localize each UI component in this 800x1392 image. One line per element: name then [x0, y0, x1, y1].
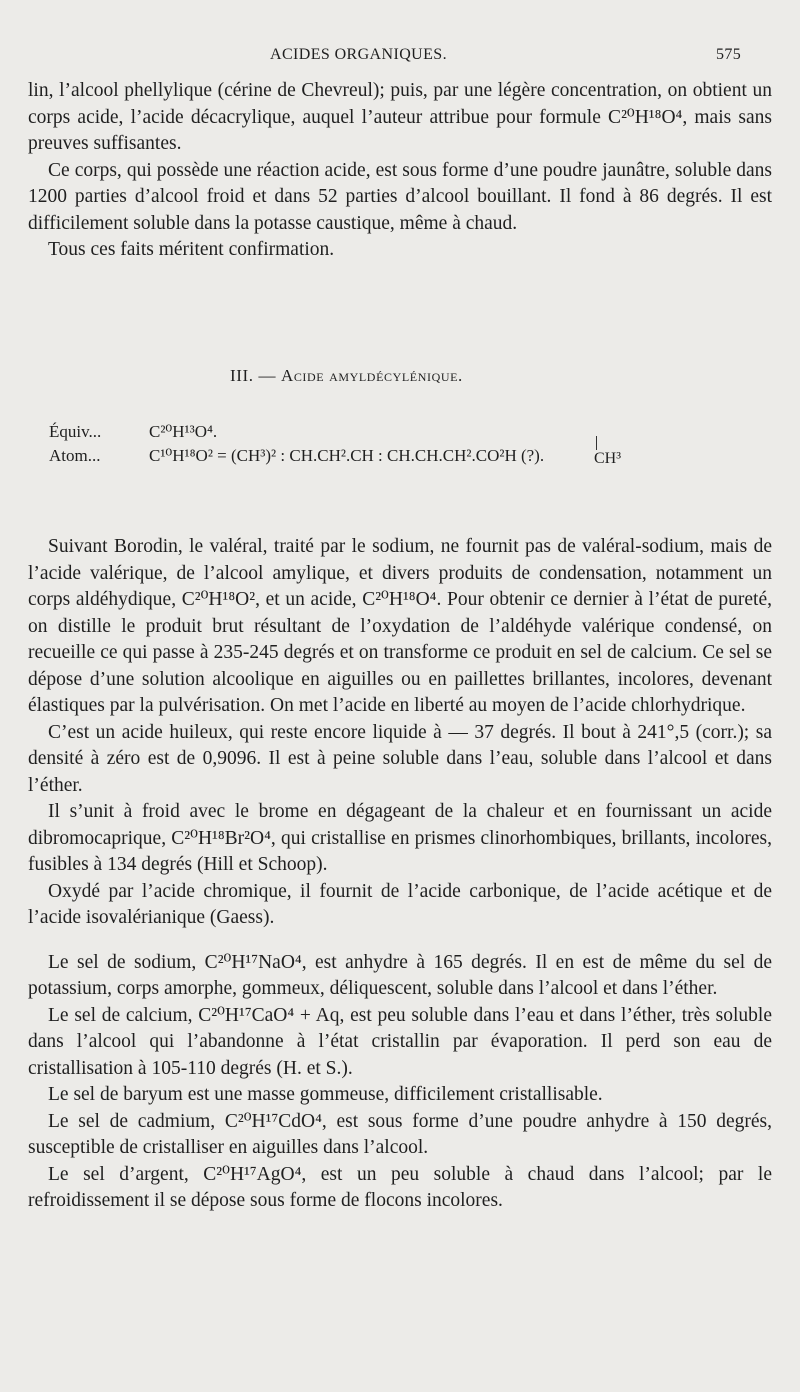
formula-label: Équiv...: [49, 422, 102, 441]
section-heading: [230, 366, 463, 386]
paragraph: lin, l’alcool phellylique (cérine de Chevreul); puis, par une légère concentration, on obtient un corps acide, l’acide décacrylique, auquel l’auteur attribue pour formule C²⁰H¹⁸O⁴, mais sans preuves suffisantes.: [28, 80, 772, 154]
bond-line: [596, 436, 597, 450]
paragraph: Ce corps, qui possède une réaction acide, est sous forme d’une poudre jaunâtre, soluble dans 1200 parties d’alcool froid et dans 52 parties d’alcool bouillant. Il fond à 86 degrés. Il est difficilement soluble dans la potasse caustique, même à chaud.: [28, 159, 772, 234]
running-header: [0, 46, 800, 70]
paragraph: C’est un acide huileux, qui reste encore liquide à — 37 degrés. Il bout à 241°,5 (corr.); sa densité à zéro est de 0,9096. Il est à peine soluble dans l’eau, soluble dans l’alcool et dans l’éther.: [28, 721, 772, 796]
spacer: [28, 932, 772, 950]
branch-label: CH³: [594, 450, 622, 467]
section-number: III. —: [230, 366, 277, 385]
main-text: [28, 534, 772, 1215]
section-title: Acide amyldécylénique.: [280, 366, 463, 385]
intro-text: [28, 78, 772, 264]
paragraph: Le sel de baryum est une masse gommeuse, difficilement cristallisable.: [48, 1084, 603, 1105]
paragraph: Il s’unit à froid avec le brome en dégageant de la chaleur et en fournissant un acide dibromocaprique, C²⁰H¹⁸Br²O⁴, qui cristallise en prismes clinorhombiques, brillants, incolores, fusibles à 134 degrés (Hill et Schoop).: [28, 801, 772, 875]
formula-block: [49, 420, 544, 468]
page-number: 575: [716, 46, 742, 63]
methyl-branch: [594, 450, 621, 468]
paragraph: Le sel de sodium, C²⁰H¹⁷NaO⁴, est anhydre à 165 degrés. Il en est de même du sel de potassium, corps amorphe, gommeux, déliquescent, soluble dans l’alcool et dans l’éther.: [28, 951, 772, 999]
paragraph: Oxydé par l’acide chromique, il fournit de l’acide carbonique, de l’acide acétique et de l’acide isovalérianique (Gaess).: [28, 880, 772, 928]
formula-value: C¹⁰H¹⁸O² = (CH³)² : CH.CH².CH : CH.CH.CH².CO²H (?).: [149, 446, 545, 465]
formula-label: Atom...: [49, 446, 101, 465]
header-title: ACIDES ORGANIQUES.: [270, 46, 447, 63]
paragraph: Tous ces faits méritent confirmation.: [48, 239, 335, 260]
paragraph: Le sel de calcium, C²⁰H¹⁷CaO⁴ + Aq, est peu soluble dans l’eau et dans l’éther, très soluble dans l’alcool qui l’abandonne à l’état cristallin par évaporation. Il perd son eau de cristallisation à 105-110 degrés (H. et S.).: [28, 1004, 772, 1079]
paragraph: Le sel d’argent, C²⁰H¹⁷AgO⁴, est un peu soluble à chaud dans l’alcool; par le refroidissement il se dépose sous forme de flocons incolores.: [28, 1163, 772, 1211]
formula-equiv: [49, 420, 544, 444]
formula-value: C²⁰H¹³O⁴.: [149, 422, 218, 441]
paragraph: Suivant Borodin, le valéral, traité par le sodium, ne fournit pas de valéral-sodium, mais de l’acide valérique, de l’alcool amylique, et divers produits de condensation, notamment un corps aldéhydique, C²⁰H¹⁸O², et un acide, C²⁰H¹⁸O⁴. Pour obtenir ce dernier à l’état de pureté, on distille le produit brut résultant de l’oxydation de l’aldéhyde valérique condensé, on recueille ce qui passe à 235-245 degrés et on transforme ce produit en sel de calcium. Ce sel se dépose d’une solution alcoolique en aiguilles ou en paillettes brillantes, incolores, devenant élastiques par la pulvérisation. On met l’acide en liberté au moyen de l’acide chlorhydrique.: [28, 536, 772, 716]
paragraph: Le sel de cadmium, C²⁰H¹⁷CdO⁴, est sous forme d’une poudre anhydre à 150 degrés, susceptible de cristalliser en aiguilles dans l’alcool.: [28, 1110, 772, 1158]
formula-atom: [49, 444, 544, 468]
